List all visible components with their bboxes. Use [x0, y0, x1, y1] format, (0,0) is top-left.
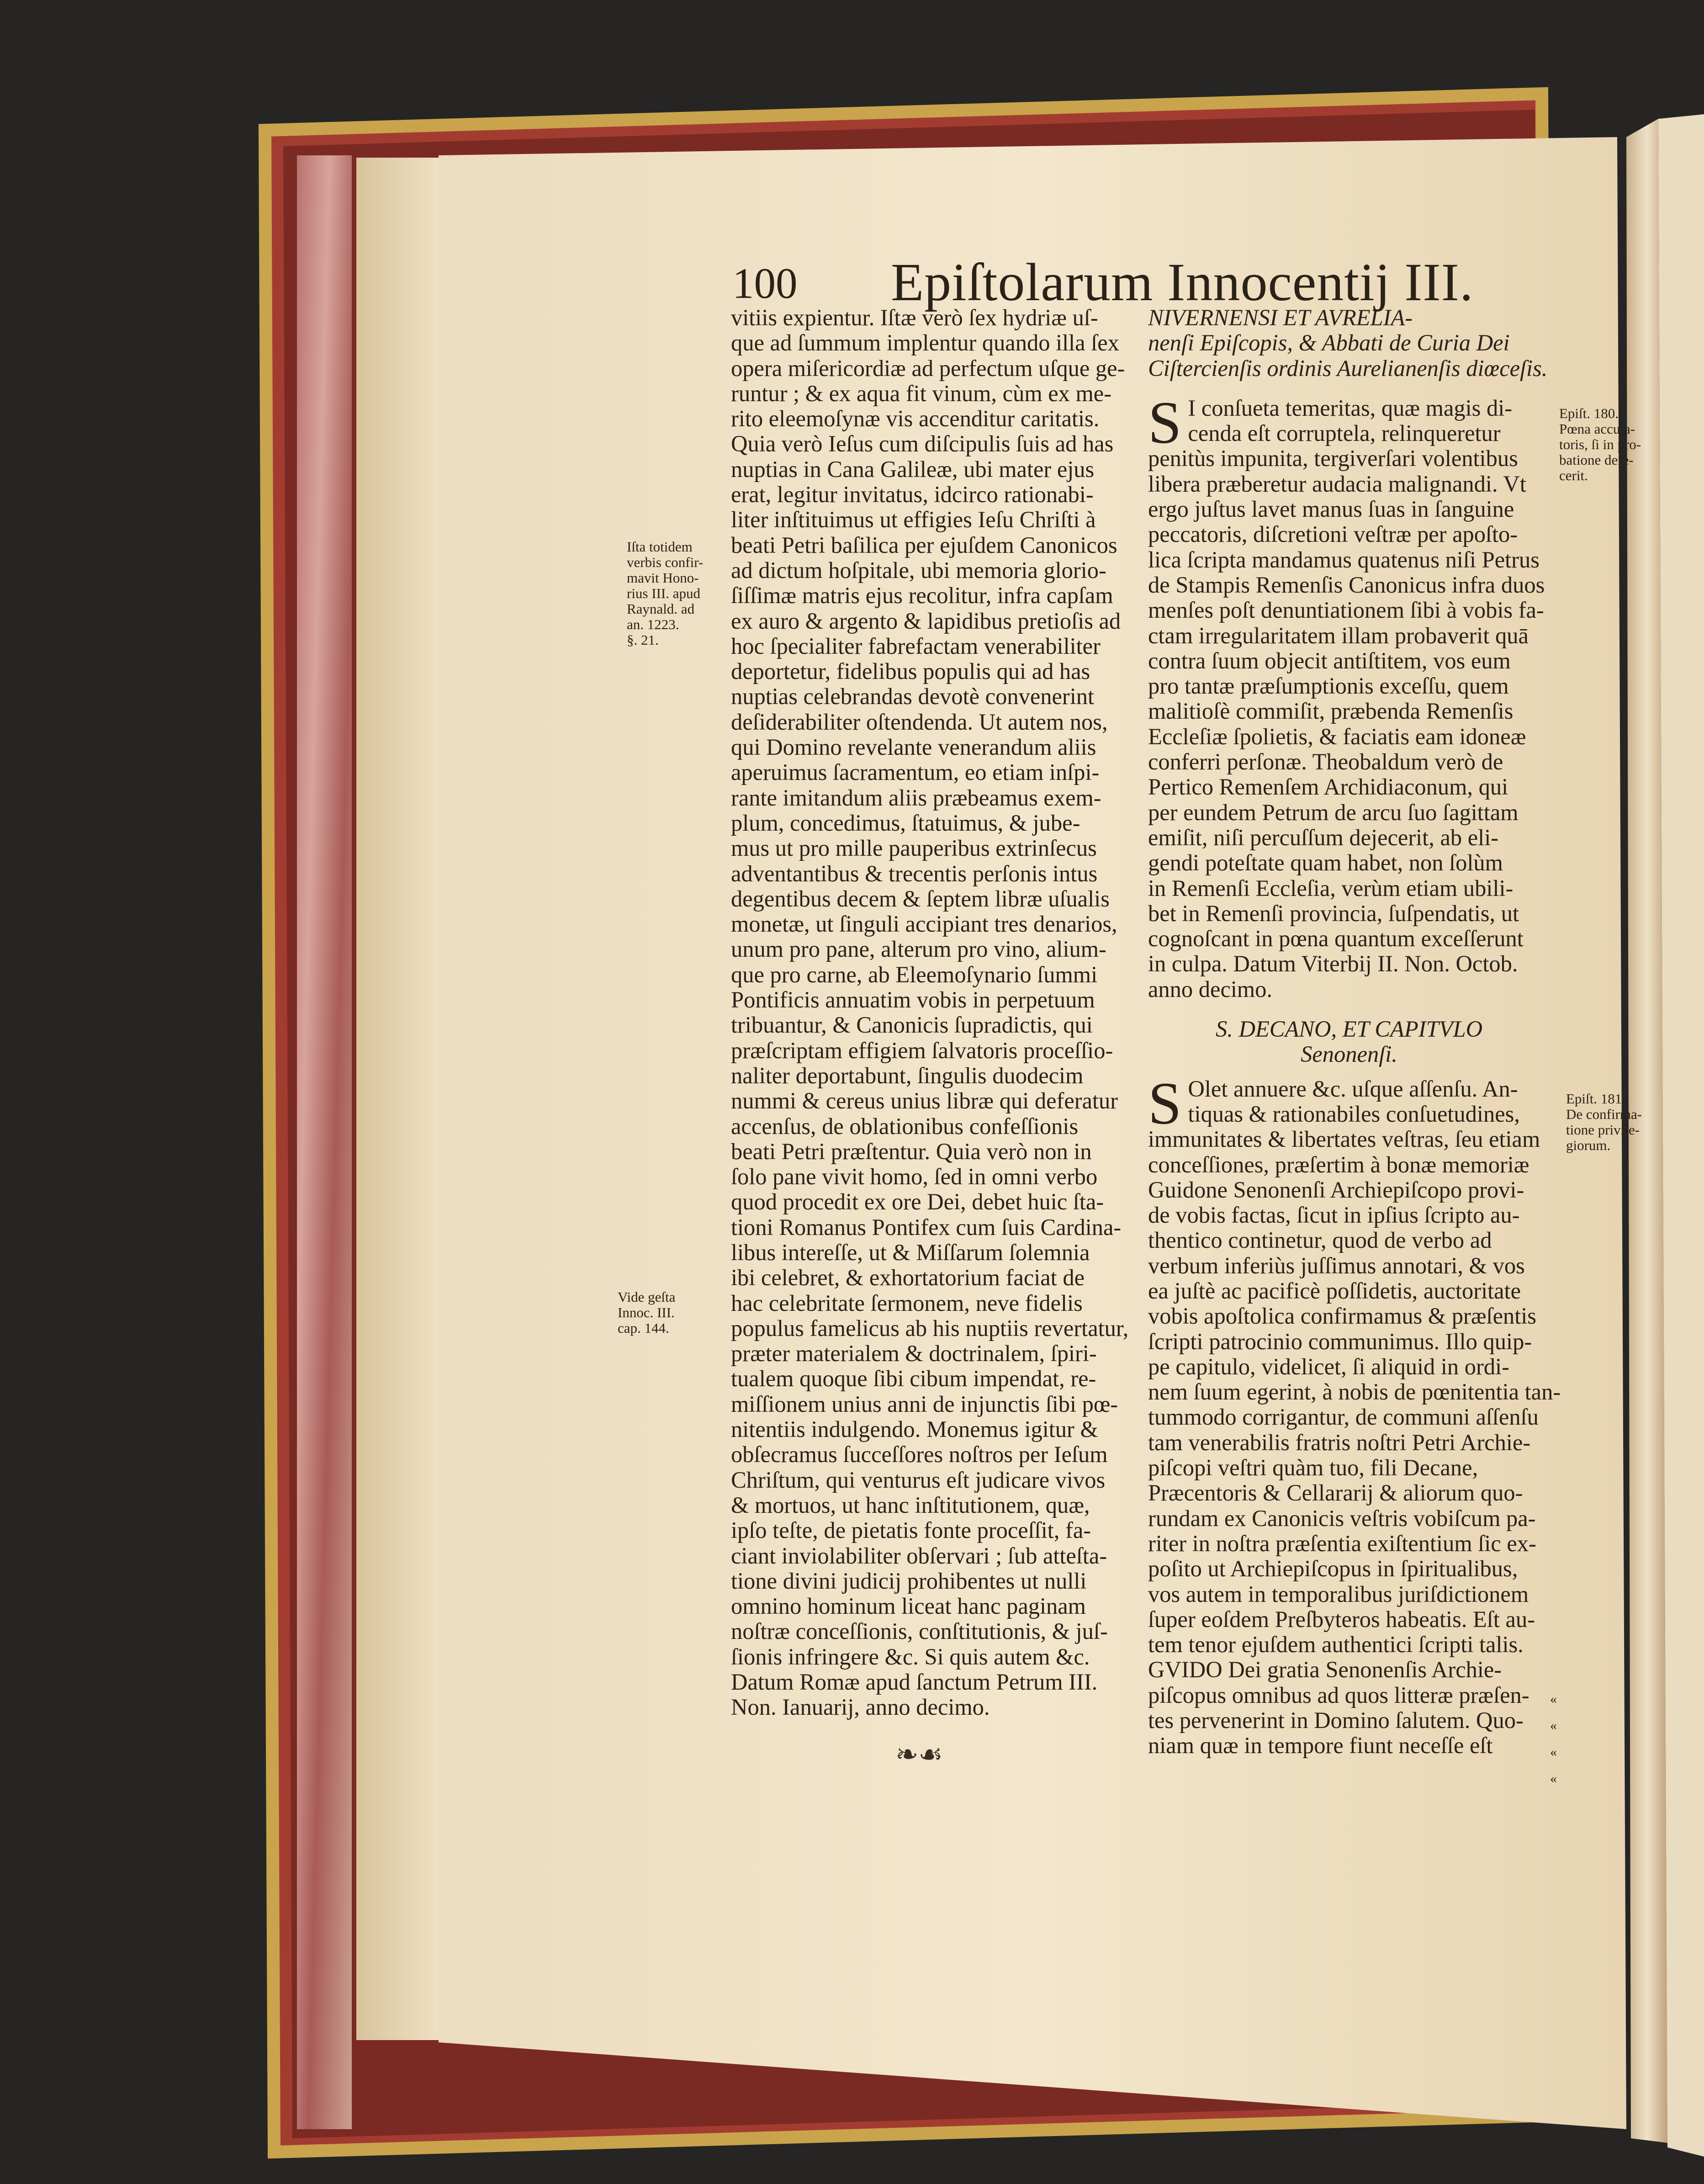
text-line: quod procedit ex ore Dei, debet huic ſta- [731, 1189, 1104, 1215]
text-line: tiquas & rationabiles conſuetudines, [1188, 1101, 1520, 1127]
text-line: Eccleſiæ ſpolietis, & faciatis eam idoneæ [1148, 723, 1526, 749]
margin-note-epist-180 [1559, 406, 1641, 483]
text-line: vobis apoſtolica confirmamus & præſentis [1148, 1303, 1536, 1329]
right-text-column [1148, 305, 1561, 1759]
margin-note-line: Pœna accuſa- [1559, 421, 1635, 437]
text-line: rundam ex Canonicis veſtris vobiſcum pa- [1148, 1505, 1536, 1531]
ornament-fleuron: ❧☙ [895, 1739, 943, 1771]
drop-cap-initial: S [1148, 388, 1182, 456]
margin-note-line: verbis confir- [627, 554, 704, 570]
text-line: pe capitulo, videlicet, ſi aliquid in ordi- [1148, 1353, 1509, 1379]
text-line: nuptias in Cana Galileæ, ubi mater ejus [731, 456, 1095, 482]
letter-181-body [1148, 1069, 1561, 1759]
text-line: accenſus, de oblationibus confeſſionis [731, 1113, 1079, 1139]
running-head: Epiſtolarum Innocentij III. [891, 252, 1474, 312]
drop-cap-initial: S [1148, 1069, 1182, 1137]
text-line: tam venerabilis fratris noſtri Petri Archie- [1148, 1429, 1531, 1455]
text-line: obſecramus ſucceſſores noſtros per Ieſum [731, 1442, 1108, 1468]
margin-note-line: Epiſt. 181. [1566, 1091, 1626, 1107]
margin-note-line: Iſta totidem [627, 539, 693, 555]
text-line: Olet annuere &c. uſque aſſenſu. An- [1188, 1076, 1518, 1102]
quote-mark: « [1550, 1718, 1557, 1733]
text-line: rante imitandum aliis præbeamus exem- [731, 785, 1101, 811]
text-line: poſito ut Archiepiſcopus in ſpiritualibus, [1148, 1556, 1518, 1582]
text-line: malitioſè commiſit, præbenda Remenſis [1148, 698, 1513, 724]
text-line: conceſſiones, præſertim à bonæ memoriæ [1148, 1151, 1529, 1177]
text-line: Chriſtum, qui venturus eſt judicare vivos [731, 1467, 1106, 1493]
text-line: piſcopi veſtri quàm tuo, fili Decane, [1148, 1455, 1478, 1481]
text-line: beati Petri præſtentur. Quia verò non in [731, 1138, 1092, 1164]
text-line: opera miſericordiæ ad perfectum uſque ge- [731, 355, 1125, 381]
text-line: tes pervenerint in Domino ſalutem. Quo- [1148, 1707, 1524, 1733]
text-line: tribuantur, & Canonicis ſupradictis, qui [731, 1012, 1093, 1038]
text-line: que pro carne, ab Eleemoſynario ſummi [731, 961, 1098, 987]
text-line: tem tenor ejuſdem authentici ſcripti talis. [1148, 1632, 1524, 1658]
text-line: deportetur, fidelibus populis qui ad has [731, 658, 1090, 684]
quote-mark: « [1550, 1771, 1557, 1786]
margin-note-epist-181 [1566, 1091, 1642, 1153]
text-line: verbum inferiùs juſſimus annotari, & vos [1148, 1252, 1525, 1278]
text-line: plum, concedimus, ſtatuimus, & jube- [731, 810, 1080, 836]
text-line: ſuper eoſdem Preſbyteros habeatis. Eſt au- [1148, 1606, 1535, 1632]
margin-note-line: tione privile- [1566, 1122, 1640, 1138]
text-line: libus intereſſe, ut & Miſſarum ſolemnia [731, 1239, 1090, 1265]
margin-note-line: De confirma- [1566, 1106, 1642, 1122]
text-line: de Stampis Remenſis Canonicus infra duos [1148, 572, 1545, 598]
page-number: 100 [732, 259, 798, 307]
text-line: ibi celebret, & exhortatorium faciat de [731, 1265, 1085, 1291]
text-line: Ciſtercienſis ordinis Aurelianenſis diœceſis. [1148, 355, 1548, 381]
text-line: tioni Romanus Pontifex cum ſuis Cardina- [731, 1214, 1122, 1240]
letter-180-heading [1148, 305, 1550, 381]
margin-note-line: toris, ſi in pro- [1559, 436, 1641, 452]
text-line: hac celebritate ſermonem, neve fidelis [731, 1290, 1083, 1316]
text-line: per eundem Petrum de arcu ſuo ſagittam [1148, 799, 1519, 825]
text-line: ſionis infringere &c. Si quis autem &c. [731, 1643, 1090, 1670]
margin-note-line: giorum. [1566, 1137, 1611, 1153]
text-line: libera præberetur audacia malignandi. Vt [1148, 471, 1526, 497]
text-line: ad dictum hoſpitale, ubi memoria glorio- [731, 557, 1106, 583]
text-line: contra ſuum objecit antiſtitem, vos eum [1148, 647, 1511, 673]
text-line: hoc ſpecialiter fabrefactam venerabiliter [731, 633, 1101, 659]
quote-mark: « [1550, 1691, 1557, 1707]
text-line: ea juſtè ac pacificè poſſidetis, auctoritate [1148, 1278, 1521, 1304]
text-line: liter inſtituimus ut effigies Ieſu Chriſti à [731, 507, 1096, 533]
margin-note-line: Raynald. ad [627, 601, 695, 617]
text-line: ſcripti patrocinio communimus. Illo quip- [1148, 1328, 1532, 1354]
text-line: in culpa. Datum Viterbij II. Non. Octob. [1148, 951, 1518, 977]
text-line: pro tantæ præſumptionis exceſſu, quem [1148, 673, 1509, 699]
margin-note-line: Epiſt. 180. [1559, 405, 1619, 421]
margin-note-line: an. 1223. [627, 616, 679, 632]
text-line: I conſueta temeritas, quæ magis di- [1188, 395, 1513, 421]
text-line: cenda eſt corruptela, relinqueretur [1188, 420, 1501, 446]
text-line: S. DECANO, ET CAPITVLO [1215, 1016, 1483, 1042]
text-line: ſolo pane vivit homo, ſed in omni verbo [731, 1164, 1098, 1190]
text-line: miſſionem unius anni de injunctis ſibi pœ- [731, 1391, 1118, 1417]
text-line: adventantibus & trecentis perſonis intus [731, 860, 1098, 886]
text-line: riter in noſtra præſentia exiſtentium ſic ex- [1148, 1530, 1536, 1556]
text-line: rito eleemoſynæ vis accenditur caritatis. [731, 406, 1100, 432]
text-line: præſcriptam effigiem ſalvatoris proceſſio- [731, 1037, 1113, 1063]
text-line: nem ſuum egerint, à nobis de pœnitentia tan- [1148, 1379, 1561, 1405]
margin-note-line: rius III. apud [627, 585, 700, 601]
text-line: in Remenſi Eccleſia, verùm etiam ubili- [1148, 875, 1513, 901]
text-line: monetæ, ut ſinguli accipiant tres denarios, [731, 911, 1117, 937]
text-line: conferri perſonæ. Theobaldum verò de [1148, 749, 1503, 775]
text-line: thentico continetur, quod de verbo ad [1148, 1227, 1492, 1253]
text-line: deſiderabiliter oſtendenda. Ut autem nos, [731, 709, 1108, 735]
text-line: penitùs impunita, tergiverſari volentibus [1148, 445, 1518, 472]
letter-181-heading [1148, 1017, 1550, 1067]
text-line: que ad ſummum implentur quando illa ſex [731, 330, 1119, 356]
text-line: Datum Romæ apud ſanctum Petrum III. [731, 1669, 1098, 1695]
margin-note-left-reference [618, 1289, 675, 1336]
text-line: Pontificis annuatim vobis in perpetuum [731, 987, 1095, 1013]
quote-mark: « [1550, 1744, 1557, 1760]
text-line: piſcopus omnibus ad quos litteræ præſen- [1148, 1682, 1529, 1708]
text-line: aperuimus ſacramentum, eo etiam inſpi- [731, 759, 1100, 785]
text-line: ciant inviolabiliter obſervari ; ſub atteſta- [731, 1543, 1107, 1569]
text-line: Non. Ianuarij, anno decimo. [731, 1694, 990, 1720]
text-line: Senonenſi. [1301, 1041, 1397, 1067]
text-line: peccatoris, diſcretioni veſtræ per apoſto- [1148, 521, 1518, 547]
text-line: ſiſſimæ matris ejus recolitur, infra capſam [731, 583, 1113, 609]
margin-note-left-confirmation [627, 539, 703, 648]
text-line: unum pro pane, alterum pro vino, alium- [731, 936, 1106, 962]
text-line: mus ut pro mille pauperibus extrinſecus [731, 835, 1097, 861]
text-line: tione divini judicij prohibentes ut nulli [731, 1568, 1087, 1594]
margin-note-line: Vide geſta [618, 1289, 676, 1305]
text-line: niam quæ in tempore fiunt neceſſe eſt [1148, 1733, 1493, 1759]
text-line: erat, legitur invitatus, idcirco rationabi- [731, 482, 1094, 508]
text-line: ipſo teſte, de pietatis fonte proceſſit, fa- [731, 1517, 1091, 1543]
text-line: nitentiis indulgendo. Monemus igitur & [731, 1416, 1098, 1442]
text-line: tummodo corrigantur, de communi aſſenſu [1148, 1404, 1539, 1430]
text-line: emiſit, niſi percuſſum dejecerit, ab eli- [1148, 824, 1499, 850]
text-line: ctam irregularitatem illam probaverit quā [1148, 622, 1529, 648]
text-line: Guidone Senonenſi Archiepiſcopo provi- [1148, 1177, 1524, 1203]
text-line: Quia verò Ieſus cum diſcipulis ſuis ad has [731, 431, 1114, 457]
text-line: beati Petri baſilica per ejuſdem Canonicos [731, 532, 1117, 558]
text-line: de vobis factas, ſicut in ipſius ſcripto au- [1148, 1202, 1520, 1228]
text-line: qui Domino revelante venerandum aliis [731, 734, 1096, 760]
text-line: vos autem in temporalibus juriſdictionem [1148, 1581, 1529, 1607]
text-line: ergo juſtus lavet manus ſuas in ſanguine [1148, 496, 1514, 522]
text-line: tualem quoque ſibi cibum impendat, re- [731, 1366, 1096, 1392]
text-line: Præcentoris & Cellararij & aliorum quo- [1148, 1480, 1523, 1506]
text-line: immunitates & libertates veſtras, ſeu etiam [1148, 1126, 1540, 1152]
text-line: nenſi Epiſcopis, & Abbati de Curia Dei [1148, 330, 1510, 356]
text-line: ex auro & argento & lapidibus pretioſis ad [731, 608, 1121, 634]
letter-180-body [1148, 388, 1550, 1002]
text-line: bet in Remenſi provincia, ſuſpendatis, ut [1148, 900, 1519, 926]
text-line: & mortuos, ut hanc inſtitutionem, quæ, [731, 1492, 1090, 1518]
text-line: cognoſcant in pœna quantum exceſſerunt [1148, 926, 1524, 952]
margin-note-line: §. 21. [627, 632, 659, 648]
quotation-marks-column [1550, 1686, 1557, 1792]
text-line: nuptias celebrandas devotè convenerint [731, 684, 1095, 710]
margin-note-line: batione defe- [1559, 452, 1634, 468]
text-line: menſes poſt denuntiationem ſibi à vobis fa- [1148, 597, 1544, 623]
margin-note-line: cerit. [1559, 467, 1588, 483]
margin-note-line: mavit Hono- [627, 570, 699, 586]
text-line: nummi & cereus unius libræ qui deferatur [731, 1088, 1118, 1114]
text-line: degentibus decem & ſeptem libræ uſualis [731, 885, 1110, 912]
text-line: omnino hominum liceat hanc paginam [731, 1593, 1086, 1619]
text-line: naliter deportabunt, ſingulis duodecim [731, 1062, 1084, 1088]
text-line: lica ſcripta mandamus quatenus niſi Petrus [1148, 546, 1540, 573]
margin-note-line: cap. 144. [618, 1320, 669, 1336]
left-text-column [731, 305, 1129, 1720]
text-line: vitiis expientur. Iſtæ verò ſex hydriæ uſ- [731, 305, 1098, 330]
text-line: noſtræ conceſſionis, conſtitutionis, & juſ- [731, 1618, 1108, 1644]
text-line: NIVERNENSI ET AVRELIA- [1148, 305, 1413, 330]
text-line: anno decimo. [1148, 976, 1273, 1002]
text-line: GVIDO Dei gratia Senonenſis Archie- [1148, 1657, 1502, 1683]
text-line: populus famelicus ab his nuptiis revertatur, [731, 1315, 1129, 1341]
text-line: runtur ; & ex aqua fit vinum, cùm ex me- [731, 380, 1112, 406]
text-line: Pertico Remenſem Archidiaconum, qui [1148, 774, 1508, 800]
text-line: gendi poteſtate quam habet, non ſolùm [1148, 850, 1503, 876]
text-line: præter materialem & doctrinalem, ſpiri- [731, 1341, 1097, 1367]
margin-note-line: Innoc. III. [618, 1304, 675, 1320]
